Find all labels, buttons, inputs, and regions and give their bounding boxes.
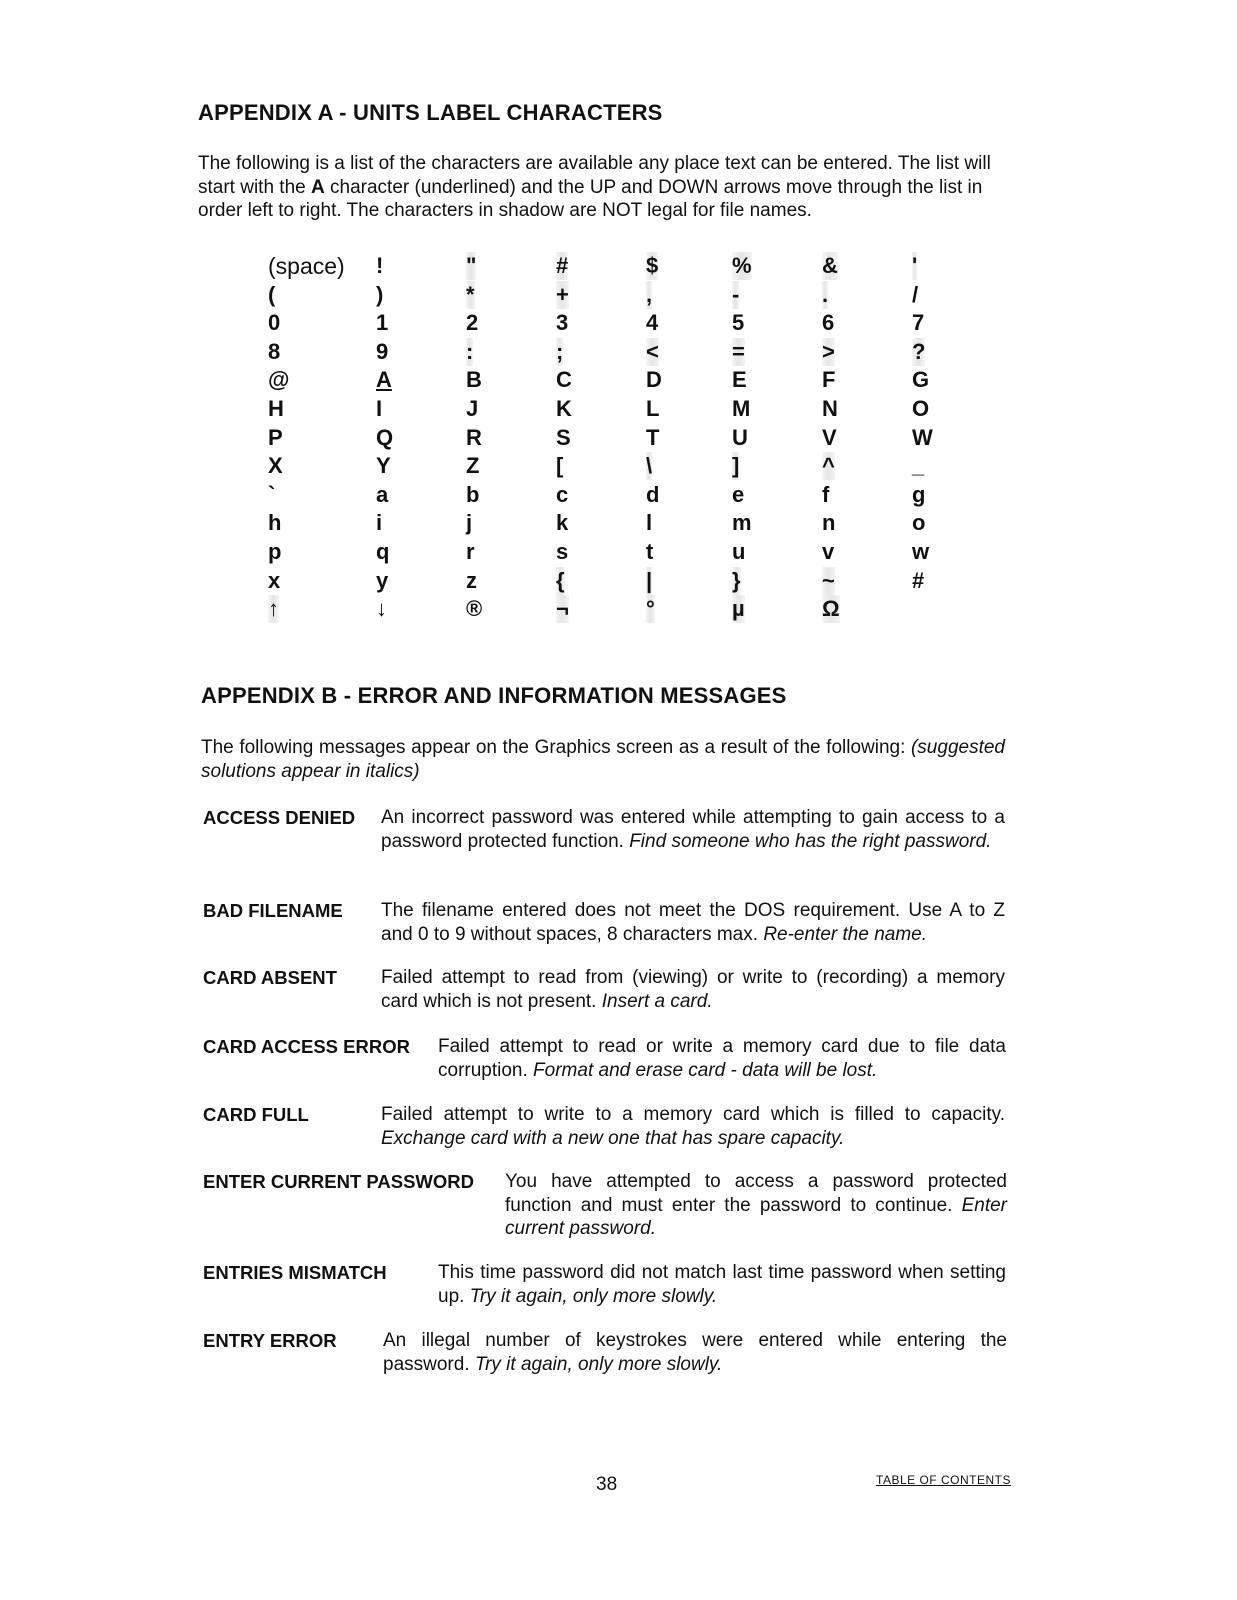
character-cell: x xyxy=(268,567,281,593)
message-description xyxy=(438,1261,1006,1308)
character-cell: ^ xyxy=(822,453,835,479)
message-entries-mismatch xyxy=(203,1261,1013,1309)
character-cell: * xyxy=(466,281,475,307)
character-cell: k xyxy=(556,510,569,536)
message-term: CARD FULL xyxy=(203,1104,309,1125)
appendix-b-intro-italic: (suggested solutions appear in italics) xyxy=(201,737,1005,782)
character-cell: ~ xyxy=(822,567,835,593)
character-cell: s xyxy=(556,538,569,564)
character-cell: t xyxy=(646,538,654,564)
character-cell: Z xyxy=(466,453,480,479)
character-cell: H xyxy=(268,395,284,421)
character-cell: S xyxy=(556,424,571,450)
character-cell: u xyxy=(732,538,746,564)
character-cell: g xyxy=(912,481,926,507)
character-cell: a xyxy=(376,481,389,507)
message-hint: Enter current password. xyxy=(505,1194,1007,1239)
message-hint: Try it again, only more slowly. xyxy=(474,1353,723,1375)
message-term: ENTRY ERROR xyxy=(203,1330,337,1351)
character-grid-row xyxy=(268,366,968,395)
character-cell: N xyxy=(822,395,838,421)
character-cell: ° xyxy=(646,596,655,622)
character-cell: _ xyxy=(912,453,925,479)
character-cell: @ xyxy=(268,367,290,393)
character-cell: & xyxy=(822,253,838,278)
message-term: ENTER CURRENT PASSWORD xyxy=(203,1171,474,1192)
character-cell: j xyxy=(466,510,473,536)
character-cell: K xyxy=(556,395,572,421)
character-cell: h xyxy=(268,510,282,536)
character-cell: X xyxy=(268,453,283,479)
character-cell: - xyxy=(732,281,740,307)
character-cell: 5 xyxy=(732,310,745,336)
appendix-b-intro-part1: The following messages appear on the Graphics screen as a result of the following: xyxy=(201,737,911,758)
message-bad-filename xyxy=(203,899,1013,947)
character-cell: \ xyxy=(646,453,653,479)
message-text: Failed attempt to read or write a memory card due to file data corruption. xyxy=(438,1036,1006,1081)
message-term: CARD ABSENT xyxy=(203,967,337,988)
message-term: CARD ACCESS ERROR xyxy=(203,1036,410,1057)
appendix-a-intro-part2: character (underlined) and the UP and DOWN arrows move through the list in order left to right. The characters in shadow are NOT legal for file names. xyxy=(198,176,983,221)
character-grid-row xyxy=(268,509,968,538)
character-cell: # xyxy=(556,253,569,278)
character-cell: i xyxy=(376,510,383,536)
message-term: ACCESS DENIED xyxy=(203,807,356,828)
character-cell: } xyxy=(732,567,741,593)
character-cell: ` xyxy=(268,481,276,507)
character-cell: d xyxy=(646,481,660,507)
character-cell: 7 xyxy=(912,310,925,336)
character-cell: µ xyxy=(732,596,745,622)
character-cell: / xyxy=(912,281,919,307)
message-description xyxy=(381,966,1005,1013)
appendix-b-title: APPENDIX B - ERROR AND INFORMATION MESSAGES xyxy=(201,683,787,708)
character-cell: ↓ xyxy=(376,596,387,622)
character-cell: 9 xyxy=(376,338,389,364)
character-grid-row xyxy=(268,309,968,338)
character-cell: 6 xyxy=(822,310,835,336)
message-description xyxy=(381,899,1005,946)
appendix-a-title: APPENDIX A - UNITS LABEL CHARACTERS xyxy=(198,100,663,125)
character-cell: F xyxy=(822,367,836,393)
message-text: Failed attempt to write to a memory card which is filled to capacity. xyxy=(381,1104,1005,1125)
character-cell: Q xyxy=(376,424,394,450)
message-card-absent xyxy=(203,966,1013,1014)
character-cell: < xyxy=(646,338,659,364)
character-cell: c xyxy=(556,481,569,507)
character-cell: G xyxy=(912,367,930,393)
character-cell: ? xyxy=(912,338,926,364)
character-cell: 2 xyxy=(466,310,479,336)
character-cell: Y xyxy=(376,453,391,479)
character-cell: V xyxy=(822,424,837,450)
character-cell: ] xyxy=(732,453,740,479)
character-cell: | xyxy=(646,567,653,593)
character-cell: ® xyxy=(466,596,483,622)
character-cell: ' xyxy=(912,253,918,278)
message-description xyxy=(438,1035,1006,1082)
message-description xyxy=(505,1170,1007,1241)
character-grid-row xyxy=(268,595,968,624)
character-cell: p xyxy=(268,538,282,564)
character-cell: { xyxy=(556,567,565,593)
character-cell: R xyxy=(466,424,482,450)
character-cell: + xyxy=(556,281,569,307)
character-cell: # xyxy=(912,567,925,593)
character-cell: > xyxy=(822,338,835,364)
character-cell: m xyxy=(732,510,752,536)
character-cell: y xyxy=(376,567,389,593)
character-cell: T xyxy=(646,424,660,450)
character-cell: Ω xyxy=(822,596,840,622)
character-cell: o xyxy=(912,510,926,536)
message-description xyxy=(381,806,1005,853)
character-cell: f xyxy=(822,481,830,507)
character-cell: O xyxy=(912,395,930,421)
message-entry-error xyxy=(203,1329,1013,1377)
character-cell: [ xyxy=(556,453,564,479)
character-cell: M xyxy=(732,395,751,421)
appendix-a-intro-bold: A xyxy=(311,176,325,198)
character-cell: D xyxy=(646,367,662,393)
character-grid-row xyxy=(268,252,968,281)
character-cell: ¬ xyxy=(556,596,569,622)
message-text: An incorrect password was entered while attempting to gain access to a password protected function. xyxy=(381,807,1005,852)
character-grid-row xyxy=(268,538,968,567)
message-description xyxy=(381,1103,1005,1150)
table-of-contents-link[interactable]: TABLE OF CONTENTS xyxy=(876,1473,1011,1487)
character-cell: E xyxy=(732,367,747,393)
character-grid-row xyxy=(268,281,968,310)
character-cell: ) xyxy=(376,281,384,307)
character-cell: e xyxy=(732,481,745,507)
message-term: BAD FILENAME xyxy=(203,900,343,921)
appendix-a-intro-part1: The following is a list of the characters are available any place text can be entered. The list will start with the xyxy=(198,153,991,198)
character-cell: w xyxy=(912,538,930,564)
message-text: You have attempted to access a password protected function and must enter the password to continue. xyxy=(505,1171,1007,1216)
character-cell: ↑ xyxy=(268,596,279,622)
character-cell: z xyxy=(466,567,477,593)
message-hint: Insert a card. xyxy=(601,990,713,1012)
character-cell: 1 xyxy=(376,310,389,336)
character-cell: , xyxy=(646,281,653,307)
character-cell: 8 xyxy=(268,338,281,364)
character-cell: . xyxy=(822,281,829,307)
page-number: 38 xyxy=(596,1474,618,1495)
character-cell: 0 xyxy=(268,310,281,336)
message-text: This time password did not match last time password when setting up. xyxy=(438,1262,1006,1307)
message-enter-current-password xyxy=(203,1170,1013,1242)
character-cell: ! xyxy=(376,253,384,278)
character-cell: 3 xyxy=(556,310,569,336)
character-cell: L xyxy=(646,395,660,421)
character-cell: ; xyxy=(556,338,564,364)
character-cell: $ xyxy=(646,253,659,278)
character-cell: n xyxy=(822,510,836,536)
character-grid-row xyxy=(268,395,968,424)
character-grid-row xyxy=(268,424,968,453)
character-cell: C xyxy=(556,367,572,393)
character-grid xyxy=(268,252,968,624)
character-cell: l xyxy=(646,510,653,536)
character-cell: v xyxy=(822,538,835,564)
message-term: ENTRIES MISMATCH xyxy=(203,1262,387,1283)
message-text: The filename entered does not meet the DOS requirement. Use A to Z and 0 to 9 without spaces, 8 characters max. xyxy=(381,900,1005,945)
message-card-access-error xyxy=(203,1035,1013,1083)
message-access-denied xyxy=(203,806,1013,878)
character-grid-row xyxy=(268,338,968,367)
character-cell: P xyxy=(268,424,283,450)
character-cell: ( xyxy=(268,281,276,307)
character-cell: r xyxy=(466,538,475,564)
character-cell: = xyxy=(732,338,745,364)
character-cell: B xyxy=(466,367,482,393)
character-cell: : xyxy=(466,338,474,364)
character-cell: A xyxy=(376,367,392,393)
character-cell: q xyxy=(376,538,390,564)
character-cell: I xyxy=(376,395,383,421)
character-grid-row xyxy=(268,567,968,596)
character-grid-row xyxy=(268,452,968,481)
character-cell: % xyxy=(732,253,752,278)
message-description xyxy=(383,1329,1007,1376)
appendix-a-intro xyxy=(198,152,1004,223)
message-text: An illegal number of keystrokes were entered while entering the password. xyxy=(383,1330,1007,1375)
message-hint: Format and erase card - data will be lost. xyxy=(533,1059,878,1081)
character-cell: W xyxy=(912,424,933,450)
character-cell: (space) xyxy=(268,253,345,279)
character-grid-row xyxy=(268,481,968,510)
character-cell: U xyxy=(732,424,748,450)
message-text: Failed attempt to read from (viewing) or write to (recording) a memory card which is not present. xyxy=(381,967,1005,1012)
character-cell: J xyxy=(466,395,479,421)
character-cell: b xyxy=(466,481,480,507)
message-hint: Exchange card with a new one that has spare capacity. xyxy=(381,1127,845,1149)
character-cell: " xyxy=(466,253,477,278)
character-cell: 4 xyxy=(646,310,659,336)
appendix-b-intro xyxy=(201,736,1005,783)
message-hint: Find someone who has the right password. xyxy=(629,830,992,852)
message-card-full xyxy=(203,1103,1013,1151)
message-hint: Try it again, only more slowly. xyxy=(469,1285,718,1307)
message-hint: Re-enter the name. xyxy=(763,923,928,945)
